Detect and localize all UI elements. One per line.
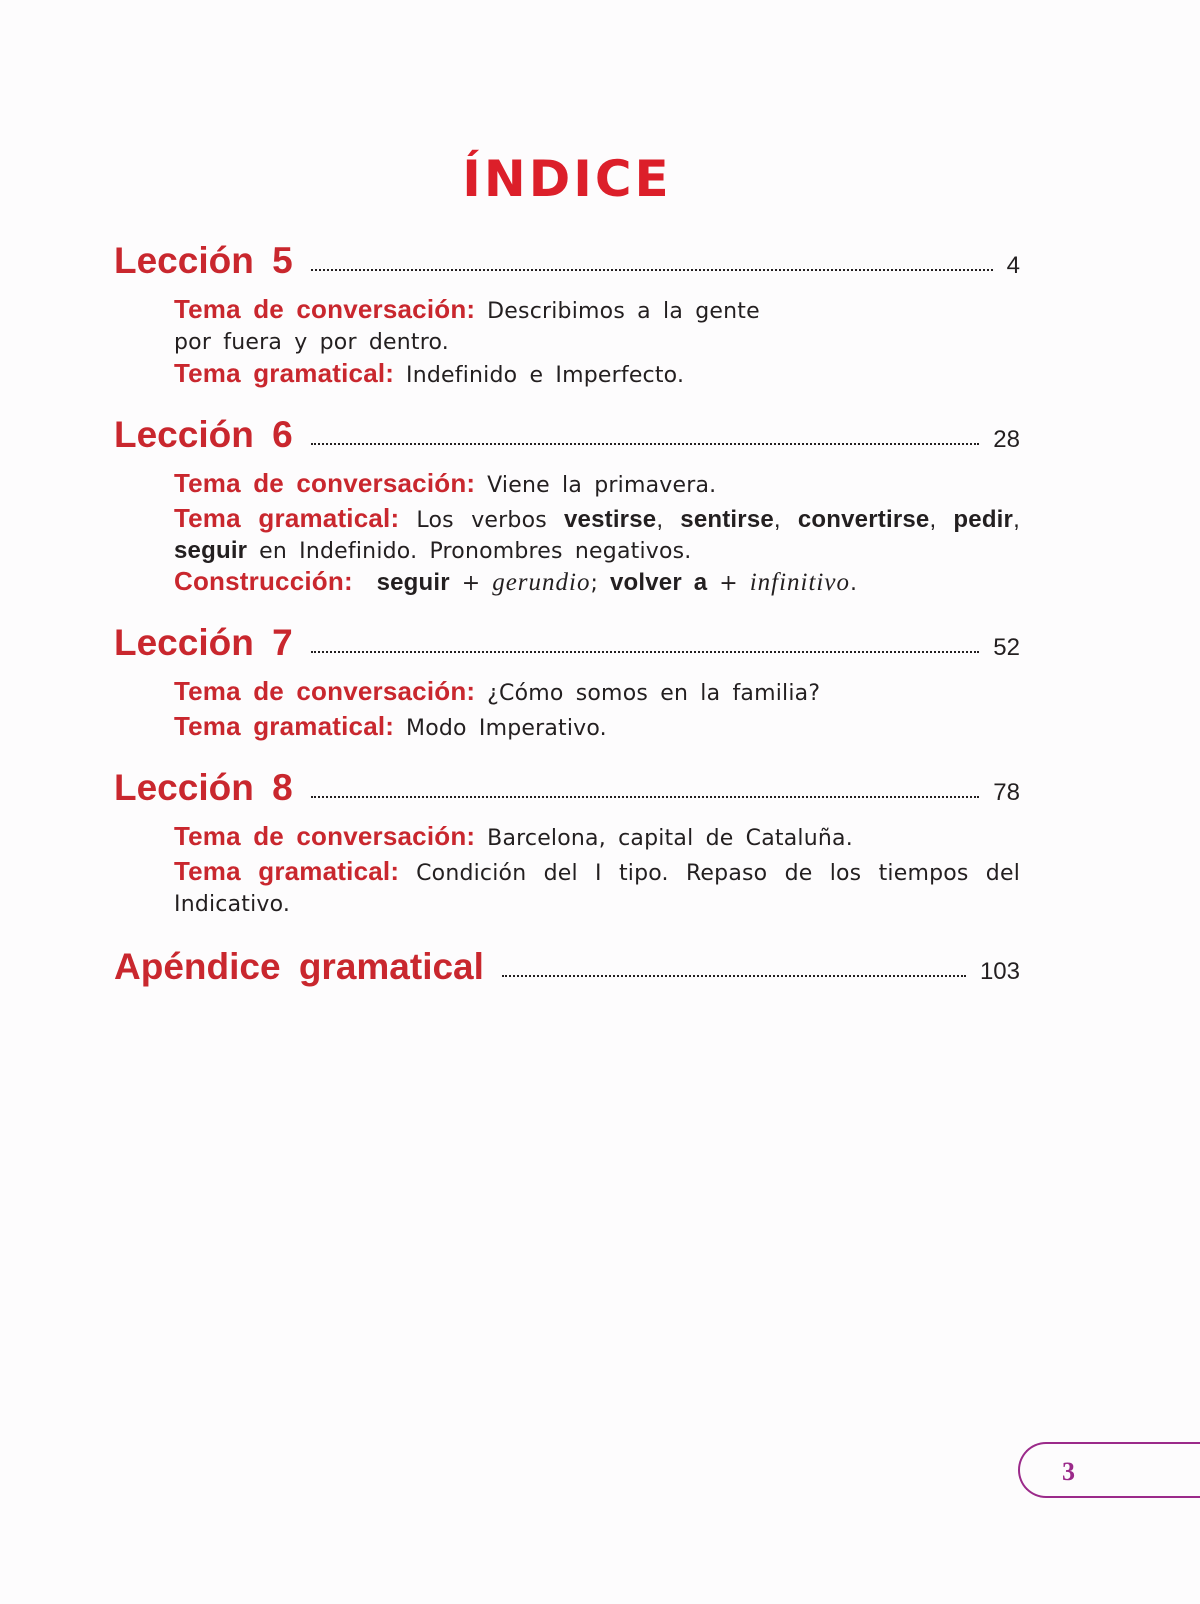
conversation-text: Barcelona, capital de Cataluña. (487, 826, 853, 851)
toc-entry-lesson-5[interactable] (114, 240, 1020, 290)
page-number-label: 3 (1062, 1457, 1075, 1486)
construction-topic: Construcción: seguir + gerundio; volver a + infinitivo. (174, 566, 858, 596)
construction-form: infinitivo (749, 569, 850, 596)
conversation-label: Tema de conversación: (174, 821, 476, 851)
grammar-text: Modo Imperativo. (406, 716, 607, 741)
page-number: 52 (993, 634, 1020, 661)
page-number: 28 (993, 426, 1020, 453)
conversation-topic (174, 294, 1020, 358)
toc-entry-appendix[interactable] (114, 946, 1020, 996)
conversation-label: Tema de conversación: (174, 676, 476, 706)
dot-leader (311, 795, 980, 798)
grammar-label: Tema gramatical: (174, 503, 400, 533)
toc-entry-lesson-7[interactable] (114, 622, 1020, 672)
toc-entry-lesson-6[interactable] (114, 414, 1020, 464)
grammar-topic: Tema gramatical: Los verbos vestirse, sentirse, convertirse, pedir, seguir en Indefinido. Pronombres negativos. (174, 503, 1020, 564)
page-number: 103 (979, 958, 1020, 985)
conversation-topic (174, 821, 1020, 854)
dot-leader (311, 442, 980, 445)
lesson-title: Lección 6 (114, 414, 293, 455)
conversation-text: ¿Cómo somos en la familia? (487, 681, 821, 706)
grammar-label: Tema gramatical: (174, 358, 395, 388)
conversation-text: Describimos a la gente (487, 299, 760, 324)
page-number: 78 (993, 779, 1020, 806)
construction-label: Construcción: (174, 566, 353, 596)
conversation-topic (174, 676, 1020, 709)
verb-term: vestirse (563, 506, 657, 533)
verb-term: pedir (953, 506, 1014, 533)
grammar-topic (174, 711, 1020, 744)
verb-term: convertirse (797, 506, 930, 533)
lesson-title: Lección 5 (114, 240, 293, 281)
conversation-label: Tema de conversación: (174, 294, 476, 324)
dot-leader (311, 650, 980, 653)
construction-form: gerundio (492, 569, 591, 596)
dot-leader (502, 974, 966, 977)
grammar-text-cont: en Indefinido. Pronombres negativos. (259, 539, 692, 564)
grammar-label: Tema gramatical: (174, 711, 395, 741)
grammar-text: Los verbos (416, 508, 547, 533)
verb-term: seguir (174, 537, 248, 564)
construction-term: volver a (609, 569, 708, 596)
grammar-topic (174, 358, 1020, 391)
page-title: ÍNDICE (462, 150, 672, 208)
dot-leader (311, 268, 993, 271)
conversation-topic (174, 468, 1020, 501)
verb-term: sentirse (680, 506, 774, 533)
conversation-label: Tema de conversación: (174, 468, 476, 498)
grammar-topic (174, 856, 1020, 920)
conversation-text-cont: por fuera y por dentro. (174, 330, 449, 355)
grammar-text: Condición del I tipo. Repaso de los tiempos del Indicativo. (174, 861, 1021, 917)
appendix-title: Apéndice gramatical (114, 946, 484, 987)
page-number: 4 (1006, 252, 1020, 279)
lesson-title: Lección 7 (114, 622, 293, 663)
toc-entry-lesson-8[interactable] (114, 767, 1020, 817)
construction-term: seguir (376, 569, 450, 596)
conversation-text: Viene la primavera. (487, 473, 717, 498)
grammar-text: Indefinido e Imperfecto. (406, 363, 685, 388)
lesson-title: Lección 8 (114, 767, 293, 808)
grammar-label: Tema gramatical: (174, 856, 400, 886)
page-number-tab (1018, 1442, 1200, 1498)
